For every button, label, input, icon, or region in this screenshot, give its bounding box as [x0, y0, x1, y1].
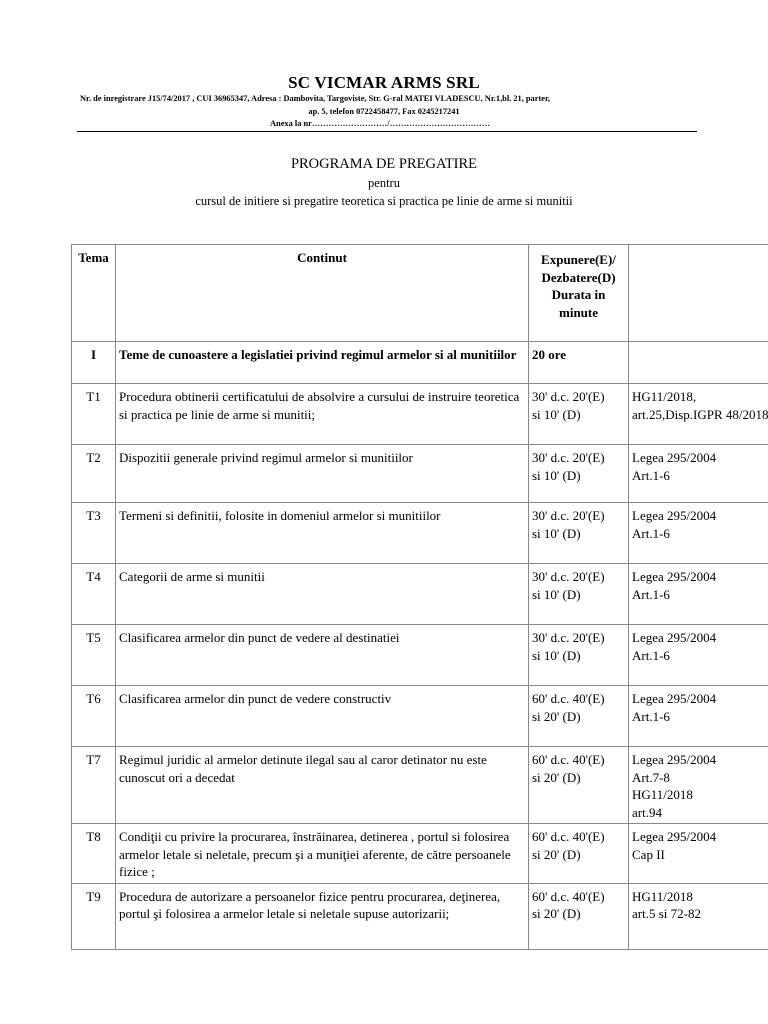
row-tema: T5 [72, 625, 116, 686]
row-continut: Termeni si definitii, folosite in domeniul armelor si munitiilor [116, 503, 529, 564]
table-row [72, 564, 768, 625]
table-row [72, 445, 768, 503]
row-tema: T9 [72, 883, 116, 949]
row-continut: Condiţii cu privire la procurarea, înstrăinarea, detinerea , portul si folosirea armelor letale si neletale, precum şi a muniţiei aferente, de către persoanele fizice ; [116, 824, 529, 884]
table-row [72, 747, 768, 824]
row-ref: Legea 295/2004 Art.1-6 [629, 445, 768, 503]
training-plan-table [71, 244, 768, 950]
row-durata: 30' d.c. 20'(E) si 10' (D) [529, 384, 629, 445]
row-continut: Categorii de arme si munitii [116, 564, 529, 625]
header-ref [629, 245, 768, 342]
program-course: cursul de initiere si pregatire teoretica si practica pe linie de arme si munitii [195, 194, 573, 208]
table-header-row [72, 245, 768, 342]
row-durata: 60' d.c. 40'(E) si 20' (D) [529, 686, 629, 747]
row-continut: Dispozitii generale privind regimul armelor si munitiilor [116, 445, 529, 503]
section-tema: I [72, 342, 116, 384]
row-tema: T6 [72, 686, 116, 747]
program-for: pentru [368, 176, 400, 190]
table-row [72, 686, 768, 747]
section-durata: 20 ore [529, 342, 629, 384]
row-durata: 30' d.c. 20'(E) si 10' (D) [529, 503, 629, 564]
row-tema: T4 [72, 564, 116, 625]
row-durata: 60' d.c. 40'(E) si 20' (D) [529, 747, 629, 824]
row-ref: Legea 295/2004 Art.1-6 [629, 625, 768, 686]
row-continut: Regimul juridic al armelor detinute ilegal sau al caror detinator nu este cunoscut ori a decedat [116, 747, 529, 824]
contact-line: ap. 5, telefon 0722458477, Fax 0245217241 [308, 107, 460, 116]
row-tema: T1 [72, 384, 116, 445]
row-tema: T2 [72, 445, 116, 503]
row-ref: Legea 295/2004 Art.7-8 HG11/2018 art.94 [629, 747, 768, 824]
header-divider [77, 131, 697, 132]
company-name: SC VICMAR ARMS SRL [288, 73, 480, 92]
row-durata: 60' d.c. 40'(E) si 20' (D) [529, 883, 629, 949]
table-row [72, 824, 768, 884]
section-continut: Teme de cunoastere a legislatiei privind regimul armelor si al munitiilor [116, 342, 529, 384]
table-row [72, 883, 768, 949]
header-durata: Expunere(E)/ Dezbatere(D) Durata in minute [529, 245, 629, 342]
registration-line: Nr. de inregistrare J15/74/2017 , CUI 36965347, Adresa : Dambovita, Targoviste, Str. G-ral MATEI VLADESCU, Nr.1,bl. 21, parter, [80, 94, 551, 103]
row-durata: 30' d.c. 20'(E) si 10' (D) [529, 564, 629, 625]
row-tema: T3 [72, 503, 116, 564]
row-tema: T7 [72, 747, 116, 824]
row-continut: Clasificarea armelor din punct de vedere constructiv [116, 686, 529, 747]
annex-line: Anexa la nr………………………/……………………………… [270, 119, 491, 128]
table-row [72, 384, 768, 445]
table-row [72, 625, 768, 686]
row-ref: HG11/2018, art.25,Disp.IGPR 48/2018 [629, 384, 768, 445]
row-continut: Procedura de autorizare a persoanelor fizice pentru procurarea, deţinerea, portul şi folosirea a armelor letale si neletale supuse autorizarii; [116, 883, 529, 949]
row-continut: Procedura obtinerii certificatului de absolvire a cursului de instruire teoretica si practica pe linie de arme si munitii; [116, 384, 529, 445]
table-row [72, 503, 768, 564]
row-ref: Legea 295/2004 Art.1-6 [629, 686, 768, 747]
program-title: PROGRAMA DE PREGATIRE [290, 156, 478, 172]
row-ref: Legea 295/2004 Art.1-6 [629, 564, 768, 625]
section-ref [629, 342, 768, 384]
row-continut: Clasificarea armelor din punct de vedere al destinatiei [116, 625, 529, 686]
row-ref: Legea 295/2004 Cap II [629, 824, 768, 884]
row-ref: HG11/2018 art.5 si 72-82 [629, 883, 768, 949]
section-row [72, 342, 768, 384]
row-durata: 30' d.c. 20'(E) si 10' (D) [529, 445, 629, 503]
row-tema: T8 [72, 824, 116, 884]
row-ref: Legea 295/2004 Art.1-6 [629, 503, 768, 564]
header-tema: Tema [72, 245, 116, 342]
row-durata: 30' d.c. 20'(E) si 10' (D) [529, 625, 629, 686]
row-durata: 60' d.c. 40'(E) si 20' (D) [529, 824, 629, 884]
header-continut: Continut [116, 245, 529, 342]
